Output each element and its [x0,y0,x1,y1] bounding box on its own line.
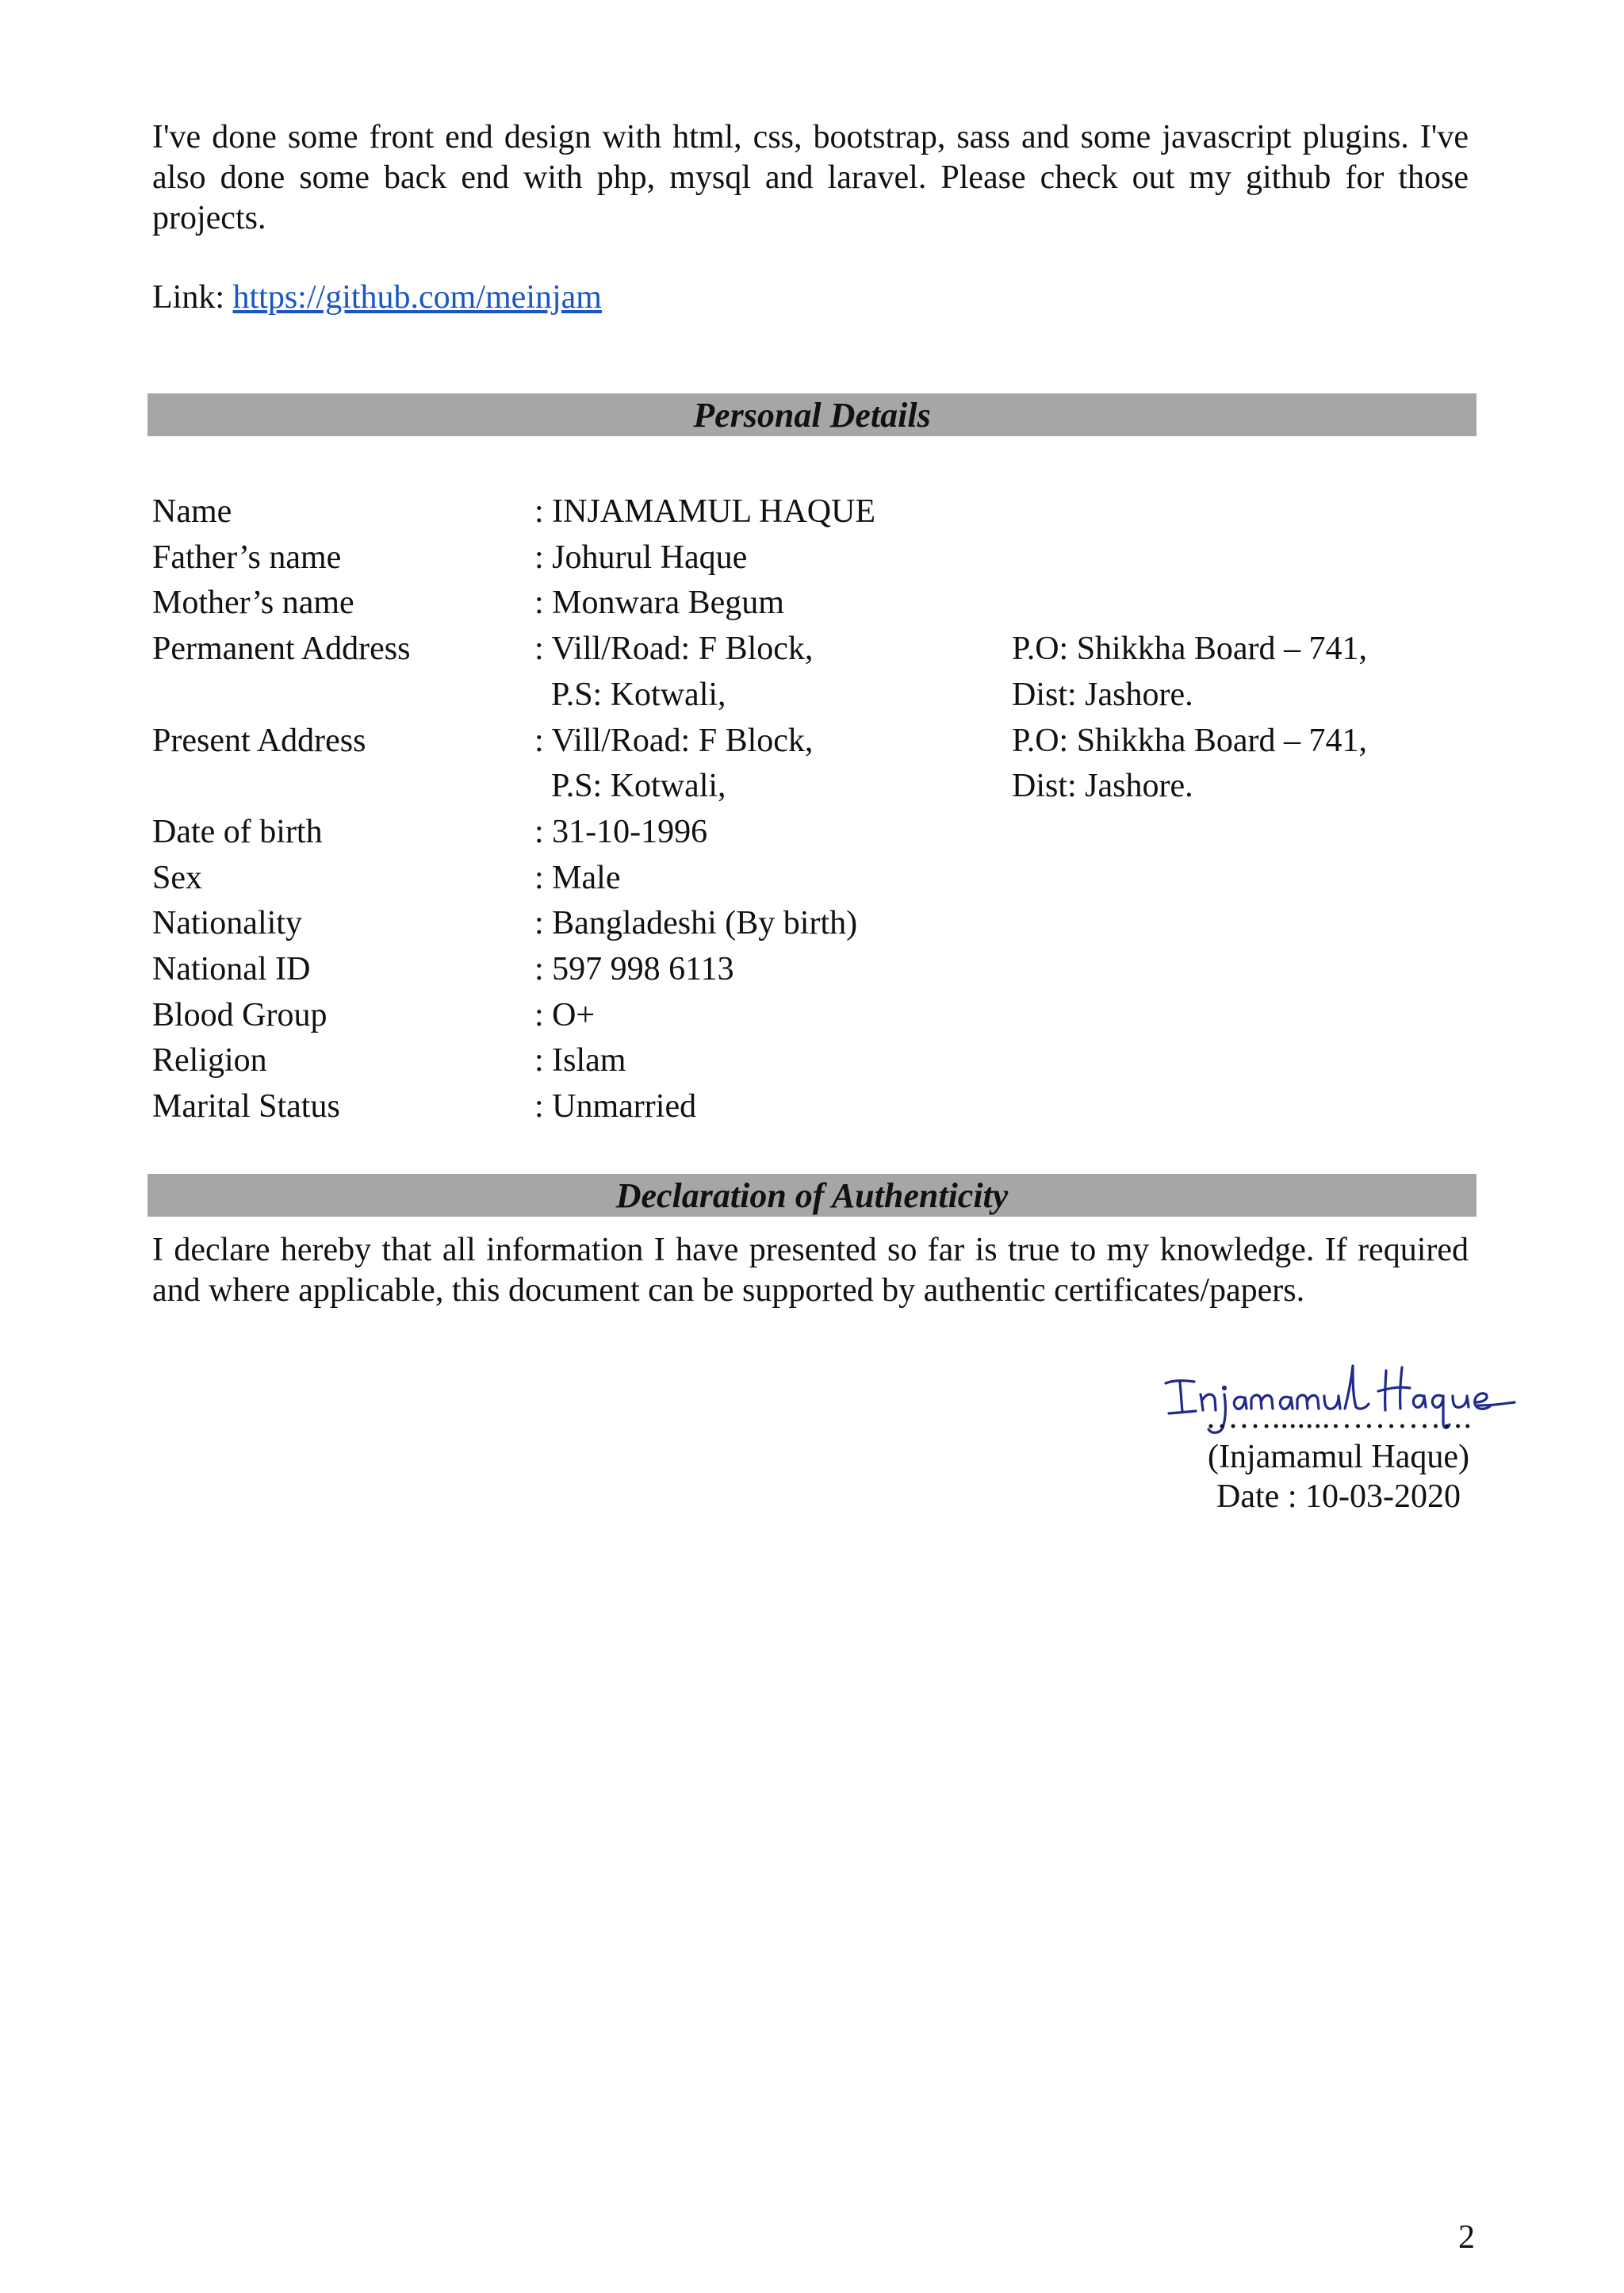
detail-label: Religion [152,1042,267,1079]
github-link[interactable]: https://github.com/meinjam [232,279,602,316]
detail-row [152,1038,1469,1084]
detail-label: Blood Group [152,996,327,1033]
page-number: 2 [1458,2219,1475,2256]
detail-row [152,489,1469,535]
personal-details-table [152,489,1469,1130]
detail-label: Sex [152,859,202,896]
declaration-heading: Declaration of Authenticity [147,1174,1477,1217]
detail-row [152,673,1469,719]
detail-extra: Dist: Jashore. [1012,768,1193,805]
detail-label: Present Address [152,722,366,759]
declaration-text: I declare hereby that all information I have presented so far is true to my knowledge. If required and where applicable, this document can be supported by authentic certificates/papers. [152,1232,1469,1309]
detail-label: Permanent Address [152,631,411,668]
detail-row [152,810,1469,856]
signature-date: Date : 10-03-2020 [1216,1478,1461,1515]
detail-value: : O+ [534,996,596,1033]
detail-value: : 31-10-1996 [534,813,708,850]
link-label: Link: [152,279,233,316]
signature-name: (Injamamul Haque) [1207,1439,1470,1475]
detail-value: : Male [534,859,621,896]
detail-row [152,719,1469,765]
detail-row [152,993,1469,1039]
detail-row [152,856,1469,902]
signature-block [1158,1356,1522,1531]
detail-value: : Islam [534,1042,626,1079]
detail-value: : Bangladeshi (By birth) [534,905,858,942]
detail-value: : Unmarried [534,1088,697,1125]
detail-value: P.S: Kotwali, [534,676,726,713]
detail-value: : Vill/Road: F Block, [534,722,814,759]
detail-row [152,947,1469,993]
detail-row [152,581,1469,627]
detail-label: Name [152,493,232,530]
detail-value: : Monwara Begum [534,585,784,622]
detail-extra: Dist: Jashore. [1012,676,1193,713]
detail-value: : INJAMAMUL HAQUE [534,493,876,530]
detail-row [152,764,1469,810]
detail-label [152,764,534,810]
detail-row [152,901,1469,947]
detail-extra: P.O: Shikkha Board – 741, [1012,631,1368,668]
detail-label: Marital Status [152,1088,340,1125]
detail-label: Date of birth [152,813,323,850]
github-link-line [152,278,602,318]
detail-value: P.S: Kotwali, [534,768,726,805]
detail-value: : Johurul Haque [534,539,748,576]
detail-extra: P.O: Shikkha Board – 741, [1012,722,1368,759]
detail-label: Nationality [152,905,302,942]
detail-value: : Vill/Road: F Block, [534,631,814,668]
detail-row [152,1084,1469,1130]
detail-row [152,627,1469,673]
signature-dots: …….......…………. [1205,1399,1472,1436]
intro-paragraph: I've done some front end design with html, css, bootstrap, sass and some javascript plugins. I've also done some back end with php, mysql and laravel. Please check out my github for those projects. [152,119,1469,236]
detail-label [152,673,534,719]
detail-label: National ID [152,951,311,988]
detail-value: : 597 998 6113 [534,951,734,988]
personal-details-heading: Personal Details [147,393,1477,436]
detail-label: Father’s name [152,539,342,576]
detail-row [152,535,1469,581]
detail-label: Mother’s name [152,585,354,622]
